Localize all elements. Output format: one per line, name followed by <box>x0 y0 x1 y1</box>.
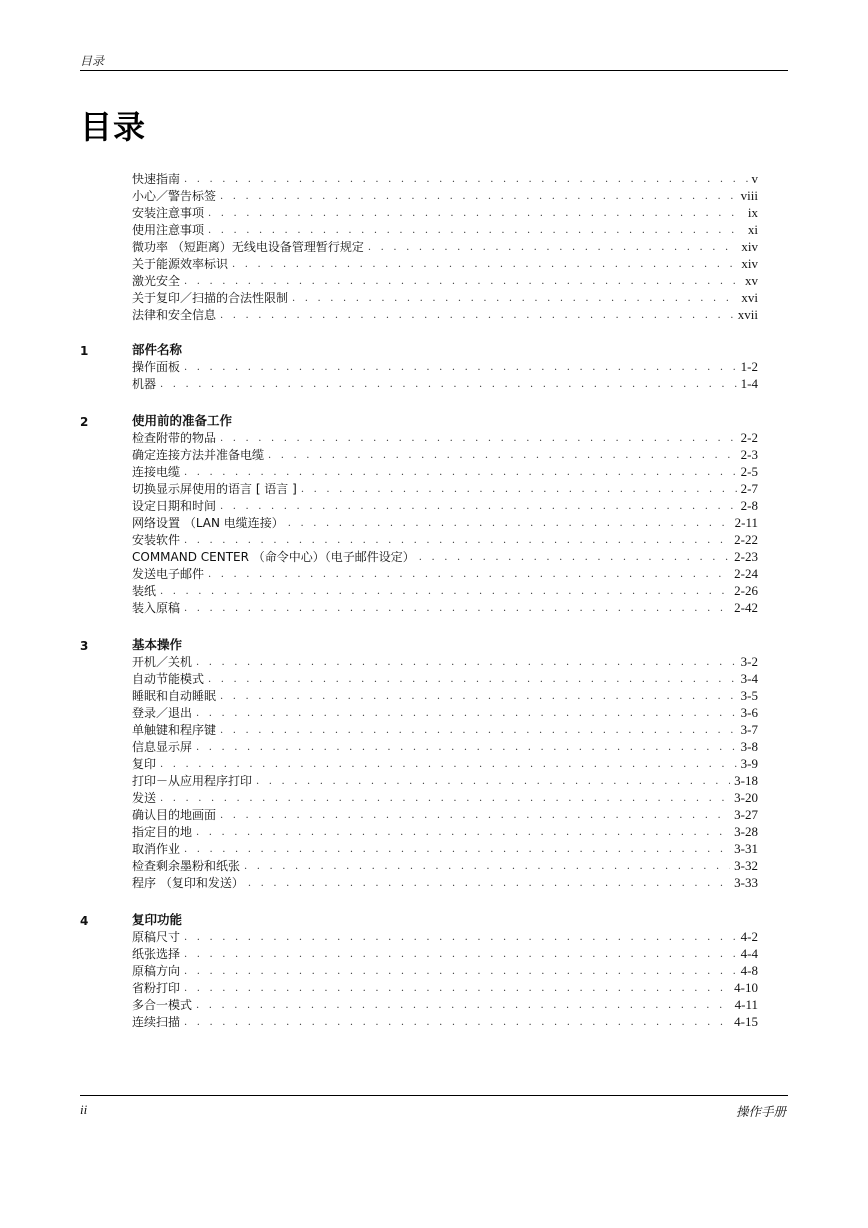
toc-entry[interactable] <box>132 429 758 446</box>
toc-entry-page: 3-32 <box>734 858 758 873</box>
dot-leader <box>301 483 737 497</box>
toc-entry-title: 激光安全 <box>132 274 181 288</box>
chapter-heading[interactable] <box>80 636 758 653</box>
toc-entry[interactable] <box>132 721 758 738</box>
toc-entry-title: 连接电缆 <box>132 465 181 479</box>
toc-entry-page: 3-7 <box>740 722 758 737</box>
toc-entry-title: 取消作业 <box>132 842 181 856</box>
toc-entry-page: 2-8 <box>740 498 758 513</box>
toc-entry[interactable] <box>132 653 758 670</box>
chapter-number: 3 <box>80 639 89 653</box>
toc-entry-title: 装纸 <box>132 584 157 598</box>
dot-leader <box>220 724 737 738</box>
toc-entry-title: 确认目的地画面 <box>132 808 217 822</box>
chapter-section <box>80 911 758 1030</box>
toc-entry-page: 2-23 <box>734 549 758 564</box>
toc-entry-page: 4-15 <box>734 1014 758 1029</box>
toc-entry[interactable] <box>132 289 758 306</box>
dot-leader <box>160 585 730 599</box>
dot-leader <box>196 999 731 1013</box>
toc-entry-title: 打印－从应用程序打印 <box>132 774 253 788</box>
toc-entry-page: 3-6 <box>740 705 758 720</box>
toc-entry-title: 小心／警告标签 <box>132 189 217 203</box>
dot-leader <box>184 1016 730 1030</box>
toc-entry[interactable] <box>132 531 758 548</box>
footer-page-number: ii <box>80 1102 88 1117</box>
toc-entry[interactable] <box>132 358 758 375</box>
toc-entry[interactable] <box>132 772 758 789</box>
toc-entry-page: xi <box>747 222 758 237</box>
chapter-heading[interactable] <box>80 412 758 429</box>
toc-entry-page: 3-31 <box>734 841 758 856</box>
toc-entry-page: 4-4 <box>740 946 758 961</box>
dot-leader <box>220 309 734 323</box>
toc-entry[interactable] <box>132 480 758 497</box>
dot-leader <box>196 707 737 721</box>
toc-entry-title: 发送电子邮件 <box>132 567 205 581</box>
toc-entry-page: 2-24 <box>734 566 758 581</box>
toc-entry-title: 使用注意事项 <box>132 223 205 237</box>
toc-entry[interactable] <box>132 704 758 721</box>
toc-entry-page: viii <box>740 188 758 203</box>
toc-entry-title: 复印 <box>132 757 157 771</box>
chapter-title: 使用前的准备工作 <box>132 413 233 428</box>
toc-entry[interactable] <box>132 928 758 945</box>
toc-entry-title: 纸张选择 <box>132 947 181 961</box>
toc-entry-title: 检查剩余墨粉和纸张 <box>132 859 241 873</box>
toc-entry[interactable] <box>132 996 758 1013</box>
toc-entry-page: 1-4 <box>740 376 758 391</box>
toc-entry-title: 确定连接方法并准备电缆 <box>132 448 265 462</box>
toc-entry[interactable] <box>132 1013 758 1030</box>
footer-manual-name: 操作手册 <box>735 1104 786 1119</box>
dot-leader <box>184 931 737 945</box>
table-of-contents <box>80 170 758 1050</box>
toc-entry-title: 装入原稿 <box>132 601 181 615</box>
running-header: 目录 <box>80 54 105 68</box>
toc-entry-title: 设定日期和时间 <box>132 499 217 513</box>
toc-entry-title: 原稿尺寸 <box>132 930 181 944</box>
toc-entry-page: 3-9 <box>740 756 758 771</box>
dot-leader <box>292 292 737 306</box>
dot-leader <box>220 500 737 514</box>
toc-entry[interactable] <box>132 238 758 255</box>
toc-entry[interactable] <box>132 962 758 979</box>
toc-entry[interactable] <box>132 306 758 323</box>
toc-entry[interactable] <box>132 582 758 599</box>
toc-entry[interactable] <box>132 221 758 238</box>
dot-leader <box>160 378 737 392</box>
toc-entry-page: 3-28 <box>734 824 758 839</box>
dot-leader <box>196 826 730 840</box>
toc-entry[interactable] <box>132 738 758 755</box>
toc-entry-title: COMMAND CENTER （命令中心）（电子邮件设定） <box>132 550 415 564</box>
toc-entry-page: 3-4 <box>740 671 758 686</box>
dot-leader <box>220 432 737 446</box>
dot-leader <box>184 982 730 996</box>
toc-entry[interactable] <box>132 170 758 187</box>
toc-entry[interactable] <box>132 806 758 823</box>
toc-entry-title: 网络设置 （LAN 电缆连接） <box>132 516 284 530</box>
toc-entry-page: 3-8 <box>740 739 758 754</box>
toc-entry[interactable] <box>132 687 758 704</box>
dot-leader <box>184 173 747 187</box>
toc-entry-page: ix <box>747 205 758 220</box>
footer-rule <box>80 1095 788 1096</box>
toc-entry-title: 程序 （复印和发送） <box>132 876 244 890</box>
toc-entry-page: 4-8 <box>740 963 758 978</box>
toc-entry[interactable] <box>132 187 758 204</box>
toc-entry-title: 信息显示屏 <box>132 740 193 754</box>
toc-entry[interactable] <box>132 497 758 514</box>
toc-entry-title: 自动节能模式 <box>132 672 205 686</box>
chapter-section <box>80 341 758 392</box>
dot-leader <box>160 758 737 772</box>
toc-entry[interactable] <box>132 840 758 857</box>
toc-entry-title: 多合一模式 <box>132 998 193 1012</box>
toc-entry-title: 关于能源效率标识 <box>132 257 229 271</box>
toc-entry-page: 2-42 <box>734 600 758 615</box>
toc-entry[interactable] <box>132 789 758 806</box>
dot-leader <box>220 190 737 204</box>
toc-entry[interactable] <box>132 446 758 463</box>
chapter-title: 复印功能 <box>132 912 183 927</box>
toc-entry-page: 4-10 <box>734 980 758 995</box>
toc-entry-page: xvi <box>741 290 758 305</box>
toc-entry[interactable] <box>132 204 758 221</box>
dot-leader <box>196 741 737 755</box>
toc-entry-page: 3-33 <box>734 875 758 890</box>
dot-leader <box>184 534 730 548</box>
dot-leader <box>184 602 730 616</box>
chapter-number: 4 <box>80 914 89 928</box>
dot-leader <box>184 948 737 962</box>
chapter-section <box>80 636 758 891</box>
toc-entry[interactable] <box>132 874 758 891</box>
toc-entry-page: 2-3 <box>740 447 758 462</box>
toc-entry[interactable] <box>132 514 758 531</box>
toc-entry[interactable] <box>132 375 758 392</box>
dot-leader <box>256 775 730 789</box>
dot-leader <box>268 449 737 463</box>
dot-leader <box>220 809 730 823</box>
chapter-heading[interactable] <box>80 341 758 358</box>
toc-entry-title: 切换显示屏使用的语言 [ 语言 ] <box>132 482 297 496</box>
toc-entry-title: 指定目的地 <box>132 825 193 839</box>
toc-entry-page: xvii <box>737 307 758 322</box>
toc-entry-title: 安装软件 <box>132 533 181 547</box>
dot-leader <box>419 551 730 565</box>
toc-entry-page: 3-5 <box>740 688 758 703</box>
toc-entry-title: 原稿方向 <box>132 964 181 978</box>
toc-entry[interactable] <box>132 945 758 962</box>
toc-entry-title: 安装注意事项 <box>132 206 205 220</box>
chapter-heading[interactable] <box>80 911 758 928</box>
toc-entry-page: 2-26 <box>734 583 758 598</box>
toc-entry-page: 1-2 <box>740 359 758 374</box>
toc-entry[interactable] <box>132 823 758 840</box>
dot-leader <box>248 877 730 891</box>
dot-leader <box>232 258 737 272</box>
toc-entry-title: 操作面板 <box>132 360 181 374</box>
toc-entry[interactable] <box>132 565 758 582</box>
dot-leader <box>244 860 730 874</box>
dot-leader <box>160 792 730 806</box>
toc-entry-page: 3-18 <box>734 773 758 788</box>
toc-entry-page: 2-5 <box>740 464 758 479</box>
dot-leader <box>368 241 738 255</box>
dot-leader <box>288 517 731 531</box>
toc-entry-page: 2-22 <box>734 532 758 547</box>
chapter-title: 部件名称 <box>132 342 183 357</box>
dot-leader <box>208 673 737 687</box>
toc-entry-title: 连续扫描 <box>132 1015 181 1029</box>
toc-entry-page: 4-11 <box>734 997 758 1012</box>
toc-entry-title: 关于复印／扫描的合法性限制 <box>132 291 289 305</box>
dot-leader <box>184 843 730 857</box>
toc-entry-title: 睡眠和自动睡眠 <box>132 689 217 703</box>
toc-entry-title: 微功率 （短距离）无线电设备管理暂行规定 <box>132 240 364 254</box>
dot-leader <box>184 965 737 979</box>
toc-entry[interactable] <box>132 272 758 289</box>
chapter-section <box>80 412 758 616</box>
dot-leader <box>220 690 737 704</box>
toc-entry-page: xv <box>745 273 758 288</box>
toc-entry[interactable] <box>132 979 758 996</box>
toc-entry[interactable] <box>132 670 758 687</box>
toc-entry-page: 4-2 <box>740 929 758 944</box>
dot-leader <box>208 224 744 238</box>
toc-entry-title: 法律和安全信息 <box>132 308 217 322</box>
dot-leader <box>184 466 737 480</box>
page-title: 目录 <box>80 108 147 146</box>
toc-entry-page: xiv <box>741 256 758 271</box>
toc-entry[interactable] <box>132 857 758 874</box>
chapter-number: 1 <box>80 344 89 358</box>
toc-entry-title: 发送 <box>132 791 157 805</box>
dot-leader <box>208 207 744 221</box>
front-matter-section <box>80 170 758 323</box>
toc-entry-title: 快速指南 <box>132 172 181 186</box>
toc-entry[interactable] <box>132 755 758 772</box>
toc-entry-page: 3-2 <box>740 654 758 669</box>
toc-entry-title: 开机／关机 <box>132 655 193 669</box>
dot-leader <box>184 361 737 375</box>
toc-entry-title: 检查附带的物品 <box>132 431 217 445</box>
toc-entry[interactable] <box>132 463 758 480</box>
toc-entry-page: 3-20 <box>734 790 758 805</box>
chapter-number: 2 <box>80 415 89 429</box>
toc-entry[interactable] <box>132 548 758 565</box>
toc-entry-page: 2-2 <box>740 430 758 445</box>
toc-entry-title: 机器 <box>132 377 157 391</box>
header-rule <box>80 70 788 71</box>
toc-entry-title: 单触键和程序键 <box>132 723 217 737</box>
toc-entry-title: 登录／退出 <box>132 706 193 720</box>
toc-entry-page: 2-11 <box>734 515 758 530</box>
dot-leader <box>184 275 741 289</box>
toc-entry[interactable] <box>132 599 758 616</box>
toc-entry-page: xiv <box>741 239 758 254</box>
chapter-title: 基本操作 <box>132 637 183 652</box>
dot-leader <box>208 568 730 582</box>
toc-entry[interactable] <box>132 255 758 272</box>
toc-entry-page: 3-27 <box>734 807 758 822</box>
toc-entry-page: 2-7 <box>740 481 758 496</box>
dot-leader <box>196 656 737 670</box>
toc-entry-page: v <box>751 171 758 186</box>
toc-entry-title: 省粉打印 <box>132 981 181 995</box>
